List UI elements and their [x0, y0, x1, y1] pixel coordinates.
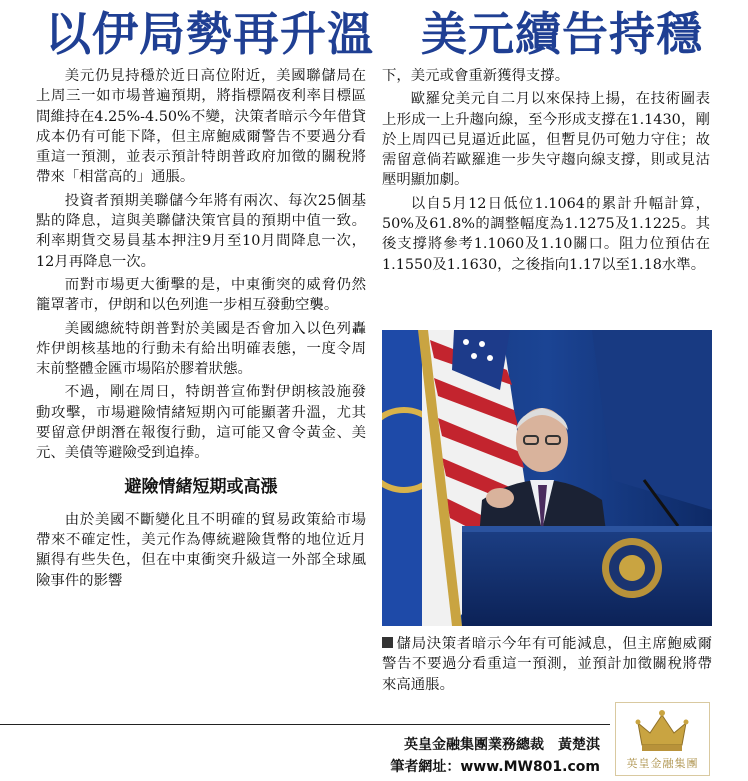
paragraph: 以自5月12日低位1.1064的累計升幅計算，50%及61.8%的調整幅度為1.1275及1.1225。其後支撐將參考1.1060及1.10關口。阻力位預估在1.1550及1.1630，之後指向1.17以至1.18水準。 — [382, 195, 710, 273]
paragraph: 歐羅兌美元自二月以來保持上揚，在技術圖表上形成一上升趨向線，至今形成支撐在1.1430，剛於上周四已見逼近此區，但暫見仍可勉力守住；故需留意倘若歐羅進一步失守趨向線支撐，則或見沽壓明顯加劇。 — [382, 91, 710, 189]
paragraph: 不過，剛在周日，特朗普宣佈對伊朗核設施發動攻擊，市場避險情緒短期內可能顯著升溫，尤其要留意伊朗潛在報復行動，這可能又會令黃金、美元、美債等避險受到追捧。 — [36, 384, 366, 462]
paragraph: 由於美國不斷變化且不明確的貿易政策給市場帶來不確定性，美元作為傳統避險貨幣的地位近月顯得有些失色，但在中東衝突升級這一外部全球風險事件的影響 — [36, 511, 366, 589]
photo-caption — [382, 634, 712, 695]
paragraph-continuation: 下，美元或會重新獲得支撐。 — [382, 68, 570, 84]
bullet-square-icon — [382, 637, 393, 648]
caption-text: 儲局決策者暗示今年有可能減息，但主席鮑威爾警告不要過分看重這一預測，並預計加徵關稅將帶來高通脹。 — [382, 636, 712, 693]
paragraph: 投資者預期美聯儲今年將有兩次、每次25個基點的降息，這與美聯儲決策官員的預期中值一致。利率期貨交易員基本押注9月至10月間降息一次，12月再降息一次。 — [36, 192, 366, 270]
left-column — [36, 66, 366, 594]
crown-icon — [616, 703, 709, 759]
author-website: 筆者網址：www.MW801.com — [390, 759, 600, 775]
subheading: 避險情緒短期或高漲 — [124, 476, 278, 497]
byline — [330, 734, 600, 778]
paragraph: 美元仍見持穩於近日高位附近，美國聯儲局在上周三一如市場普遍預期，將指標隔夜利率目標區間維持在4.25%-4.50%不變，決策者暗示今年借貸成本仍有可能下降，但主席鮑威爾警告不要過分看重這一預測，並表示預計特朗普政府加徵的關稅將帶來「相當高的」通脹。 — [36, 68, 366, 186]
press-conference-photo — [382, 330, 712, 626]
footer-divider — [0, 724, 610, 725]
company-logo — [615, 702, 710, 776]
paragraph: 美國總統特朗普對於美國是否會加入以色列轟炸伊朗核基地的行動未有給出明確表態，一度令周末前整體金匯市場陷於膠着狀態。 — [36, 320, 366, 378]
photo-illustration — [382, 330, 712, 626]
logo-text: 英皇金融集團 — [626, 757, 699, 770]
right-column — [382, 66, 710, 278]
author-line: 英皇金融集團業務總裁 黃楚淇 — [404, 737, 600, 753]
headline: 以伊局勢再升溫 美元續告持穩 — [45, 7, 703, 61]
paragraph: 而對市場更大衝擊的是，中東衝突的威脅仍然籠罩著市，伊朗和以色列進一步相互發動空襲。 — [36, 276, 366, 314]
